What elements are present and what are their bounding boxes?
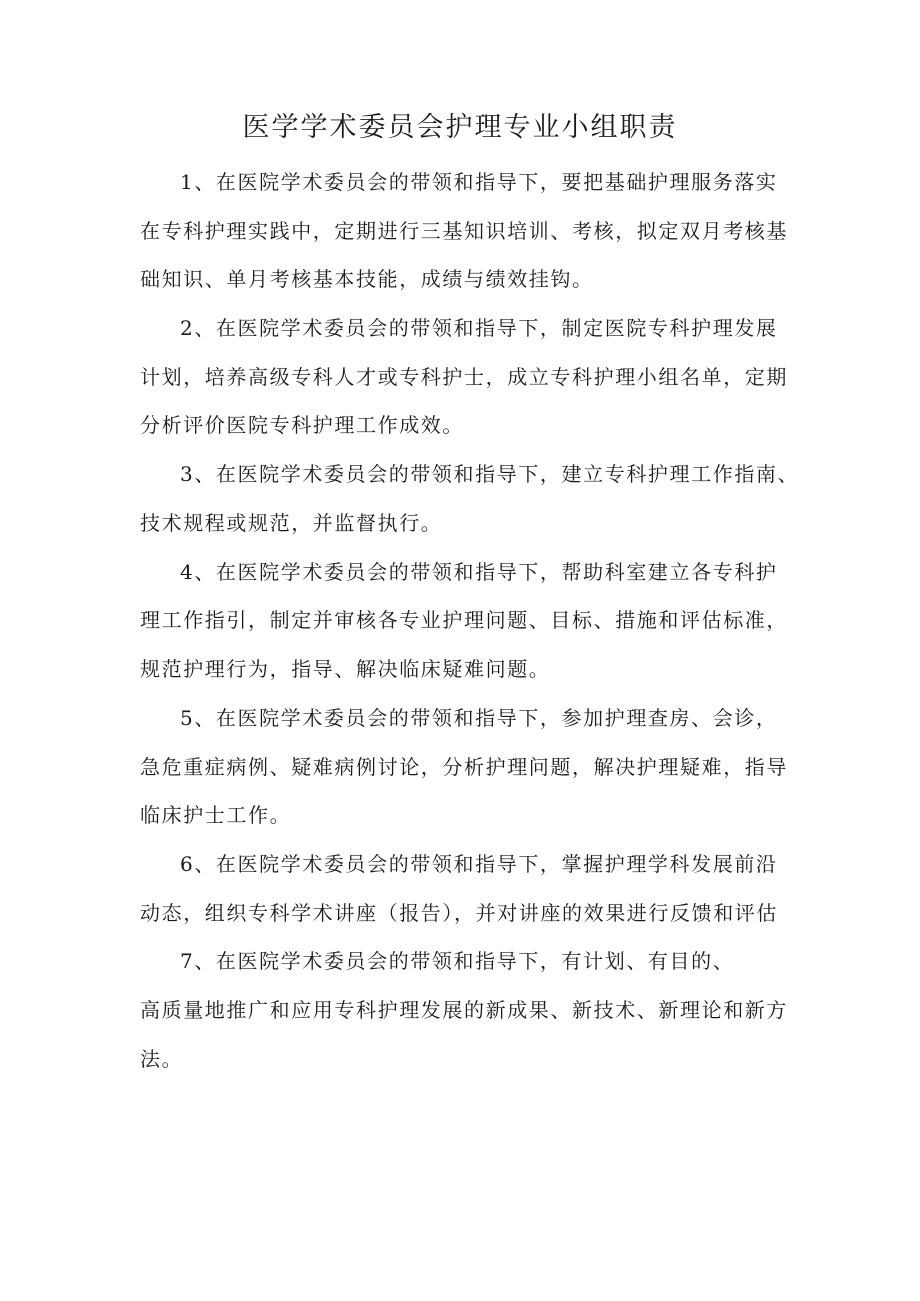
paragraph-7-line-3: 法。 [140,1047,184,1071]
paragraph-5-line-3: 临床护士工作。 [140,803,292,827]
paragraph-1-line-1: 1、在医院学术委员会的带领和指导下，要把基础护理服务落实 [180,170,778,194]
paragraph-7-line-1: 7、在医院学术委员会的带领和指导下，有计划、有目的、 [180,949,735,973]
paragraph-6-line-2: 动态，组织专科学术讲座（报告），并对讲座的效果进行反馈和评估 [140,901,778,925]
paragraph-1-line-2: 在专科护理实践中，定期进行三基知识培训、考核，拟定双月考核基 [140,219,788,243]
paragraph-2-line-2: 计划，培养高级专科人才或专科护士，成立专科护理小组名单，定期 [140,365,788,389]
paragraph-7-line-2: 高质量地推广和应用专科护理发展的新成果、新技术、新理论和新方 [140,998,788,1022]
paragraph-2-line-3: 分析评价医院专科护理工作成效。 [140,413,464,437]
page-title: 医学学术委员会护理专业小组职责 [242,112,678,143]
paragraph-2-line-1: 2、在医院学术委员会的带领和指导下，制定医院专科护理发展 [180,316,778,340]
paragraph-1-line-3: 础知识、单月考核基本技能，成绩与绩效挂钩。 [140,267,594,291]
paragraph-6-line-1: 6、在医院学术委员会的带领和指导下，掌握护理学科发展前沿 [180,852,778,876]
paragraph-4-line-3: 规范护理行为，指导、解决临床疑难问题。 [140,657,551,681]
paragraph-3-line-1: 3、在医院学术委员会的带领和指导下，建立专科护理工作指南、 [180,462,800,486]
paragraph-4-line-2: 理工作指引，制定并审核各专业护理问题、目标、措施和评估标准， [140,608,788,632]
paragraph-4-line-1: 4、在医院学术委员会的带领和指导下，帮助科室建立各专科护 [180,560,778,584]
paragraph-3-line-2: 技术规程或规范，并监督执行。 [140,511,443,535]
paragraph-5-line-1: 5、在医院学术委员会的带领和指导下，参加护理查房、会诊， [180,706,778,730]
paragraph-5-line-2: 急危重症病例、疑难病例讨论，分析护理问题，解决护理疑难，指导 [140,755,788,779]
